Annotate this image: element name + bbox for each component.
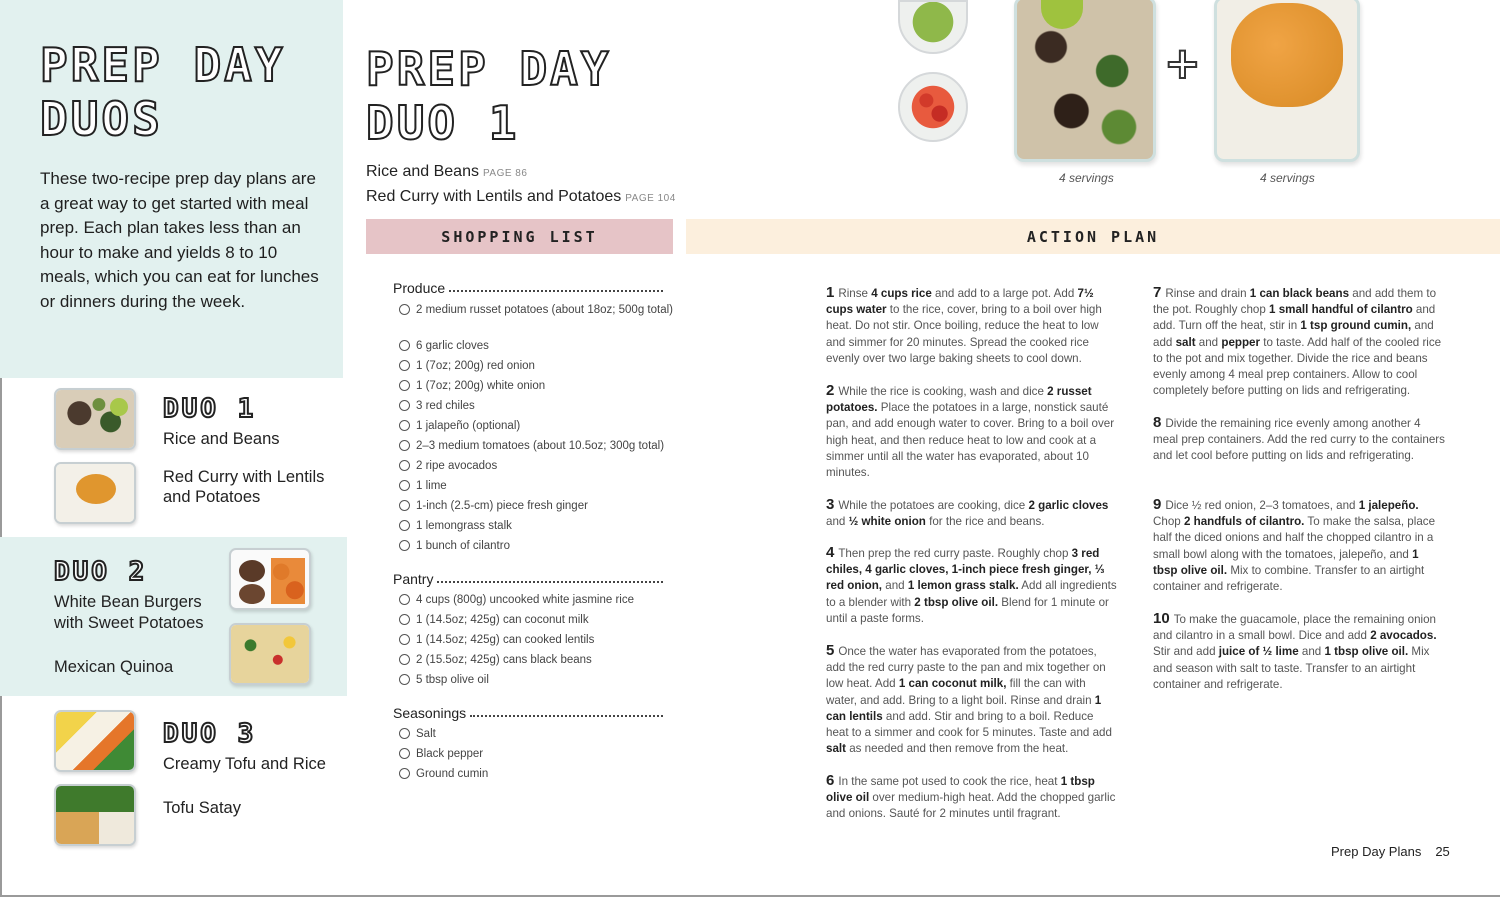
rice-beans-thumbnail (54, 388, 136, 450)
list-item: 5 tbsp olive oil (399, 672, 674, 688)
rice-beans-container-photo (1014, 0, 1156, 162)
list-item: 2 (15.5oz; 425g) cans black beans (399, 652, 674, 668)
list-item: Salt (399, 726, 674, 742)
shopping-list-banner (366, 219, 673, 254)
checkbox-circle-icon[interactable] (399, 420, 410, 431)
list-item: 1 (7oz; 200g) white onion (399, 378, 674, 394)
checkbox-circle-icon[interactable] (399, 674, 410, 685)
red-curry-thumbnail (54, 462, 136, 524)
page-title: PREP DAY DUO 1 (366, 42, 612, 150)
footer-section-name: Prep Day Plans (1331, 844, 1422, 859)
duo-1-recipe-2: Red Curry with Lentils and Potatoes (163, 468, 325, 506)
action-step: 10 To make the guacamole, place the remaining onion and cilantro in a small bowl. Dice and add 2 avocados. Stir and add juice of ½ lime and 1 tbsp olive oil. Mix and season with salt to taste. Transfer to an airtight container and refrigerate. (1153, 610, 1437, 691)
creamy-tofu-thumbnail (54, 710, 136, 772)
list-item: 1-inch (2.5-cm) piece fresh ginger (399, 498, 674, 514)
checkbox-circle-icon[interactable] (399, 728, 410, 739)
list-item: Black pepper (399, 746, 674, 762)
page-footer (1331, 844, 1450, 859)
action-step: 6 In the same pot used to cook the rice, heat 1 tbsp olive oil over medium-high heat. Add the chopped garlic and onions. Sauté for 2 minutes until fragrant. (826, 772, 1116, 821)
checkbox-circle-icon[interactable] (399, 614, 410, 625)
checkbox-circle-icon[interactable] (399, 540, 410, 551)
duo-3-recipe-2: Tofu Satay (163, 799, 241, 817)
action-step: 8 Divide the remaining rice evenly among another 4 meal prep containers. Add the red curry to the containers and let cool before putting on lids and refrigerating. (1153, 414, 1445, 463)
action-step: 3 While the potatoes are cooking, dice 2 garlic cloves and ½ white onion for the rice and beans. (826, 496, 1109, 529)
tofu-satay-thumbnail (54, 784, 136, 846)
servings-label-1: 4 servings (1059, 171, 1114, 185)
list-item: 1 (14.5oz; 425g) can cooked lentils (399, 632, 674, 648)
duo-1-label: DUO 1 (163, 394, 257, 424)
list-item: 2 medium russet potatoes (about 18oz; 500g total) (399, 302, 674, 318)
duo-1-recipe-1: Rice and Beans (163, 430, 280, 448)
page-number: 25 (1435, 844, 1450, 859)
sidebar-intro-panel (0, 0, 343, 378)
guacamole-bowl-photo (898, 0, 968, 54)
checkbox-circle-icon[interactable] (399, 304, 410, 315)
red-curry-container-photo (1214, 0, 1360, 162)
checkbox-circle-icon[interactable] (399, 360, 410, 371)
checkbox-circle-icon[interactable] (399, 460, 410, 471)
sidebar-intro-text: These two-recipe prep day plans are a great way to get started with meal prep. Each plan takes less than an hour to make and yields 8 to 10 meals, which you can eat for lunches or dinners during the week. (40, 169, 319, 311)
checkbox-circle-icon[interactable] (399, 400, 410, 411)
duo-2-label: DUO 2 (54, 557, 148, 587)
shopping-list-heading: SHOPPING LIST (441, 227, 598, 246)
sidebar-title: PREP DAY DUOS (40, 38, 286, 146)
plus-icon: + (1164, 38, 1201, 89)
checkbox-circle-icon[interactable] (399, 500, 410, 511)
checkbox-circle-icon[interactable] (399, 440, 410, 451)
list-item: 1 lime (399, 478, 674, 494)
action-step: 1 Rinse 4 cups rice and add to a large pot. Add 7½ cups water to the rice, cover, bring to a boil over high heat. Do not stir. Once boiling, reduce the heat to low and simmer for 20 minutes. Spread the cooked rice evenly over two large baking sheets to cool down. (826, 284, 1102, 365)
duo-2-recipe-2: Mexican Quinoa (54, 658, 174, 676)
section-produce: Produce (393, 280, 663, 296)
checkbox-circle-icon[interactable] (399, 380, 410, 391)
section-pantry: Pantry (393, 571, 663, 587)
checkbox-circle-icon[interactable] (399, 634, 410, 645)
checkbox-circle-icon[interactable] (399, 748, 410, 759)
action-step: 5 Once the water has evaporated from the potatoes, add the red curry paste to the pan and mix together on low heat. Add 1 can coconut milk, fill the can with water, and add. Bring to a light boil. Rinse and drain 1 can lentils and add. Stir and bring to a boil. Reduce heat to a simmer and cook for 5 minutes. Taste and add salt as needed and then remove from the heat. (826, 642, 1112, 756)
list-item: 1 lemongrass stalk (399, 518, 674, 534)
list-item: 1 (7oz; 200g) red onion (399, 358, 674, 374)
action-step: 4 Then prep the red curry paste. Roughly chop 3 red chiles, 4 garlic cloves, 1-inch piece fresh ginger, ⅓ red onion, and 1 lemon grass stalk. Add all ingredients to a blender with 2 tbsp olive oil. Blend for 1 minute or until a paste forms. (826, 544, 1117, 625)
checkbox-circle-icon[interactable] (399, 520, 410, 531)
recipe-ref-2: Red Curry with Lentils and Potatoes PAGE 104 (366, 188, 676, 205)
section-seasonings: Seasonings (393, 705, 663, 721)
action-plan-banner (686, 219, 1500, 254)
action-step: 2 While the rice is cooking, wash and dice 2 russet potatoes. Place the potatoes in a large, nonstick sauté pan, and add enough water to cover. Bring to a boil over high heat, and then reduce heat to low and cook at a simmer until all the water has evaporated, about 10 minutes. (826, 382, 1115, 480)
checkbox-circle-icon[interactable] (399, 768, 410, 779)
checkbox-circle-icon[interactable] (399, 340, 410, 351)
duo-2-recipe-1: White Bean Burgers with Sweet Potatoes (54, 593, 204, 632)
list-item: 4 cups (800g) uncooked white jasmine rice (399, 592, 674, 608)
list-item: 2 ripe avocados (399, 458, 674, 474)
list-item: 1 bunch of cilantro (399, 538, 674, 554)
list-item: Ground cumin (399, 766, 674, 782)
action-step: 7 Rinse and drain 1 can black beans and add them to the pot. Roughly chop 1 small handful of cilantro and add. Turn off the heat, stir in 1 tsp ground cumin, and add salt and pepper to taste. Add half of the cooled rice to the pot and mix together. Divide the rice and beans evenly among 4 meal prep containers. Allow to cool completely before putting on lids and refrigerating. (1153, 284, 1442, 398)
list-item: 6 garlic cloves (399, 338, 674, 354)
action-step: 9 Dice ½ red onion, 2–3 tomatoes, and 1 jalepeño. Chop 2 handfuls of cilantro. To make the salsa, place half the diced onions and half the chopped cilantro in a small bowl along with the tomatoes, jalepeño, and 1 tbsp olive oil. Mix to combine. Transfer to an airtight container and refrigerate. (1153, 496, 1436, 594)
checkbox-circle-icon[interactable] (399, 480, 410, 491)
bean-burgers-thumbnail (229, 548, 311, 610)
checkbox-circle-icon[interactable] (399, 594, 410, 605)
duo-3-label: DUO 3 (163, 719, 257, 749)
checkbox-circle-icon[interactable] (399, 654, 410, 665)
mexican-quinoa-thumbnail (229, 623, 311, 685)
list-item: 2–3 medium tomatoes (about 10.5oz; 300g total) (399, 438, 674, 454)
recipe-ref-1: Rice and Beans PAGE 86 (366, 163, 528, 180)
salsa-bowl-photo (898, 72, 968, 142)
duo-3-recipe-1: Creamy Tofu and Rice (163, 755, 326, 773)
list-item: 3 red chiles (399, 398, 674, 414)
list-item: 1 jalapeño (optional) (399, 418, 674, 434)
servings-label-2: 4 servings (1260, 171, 1315, 185)
list-item: 1 (14.5oz; 425g) can coconut milk (399, 612, 674, 628)
action-plan-heading: ACTION PLAN (1026, 227, 1160, 246)
